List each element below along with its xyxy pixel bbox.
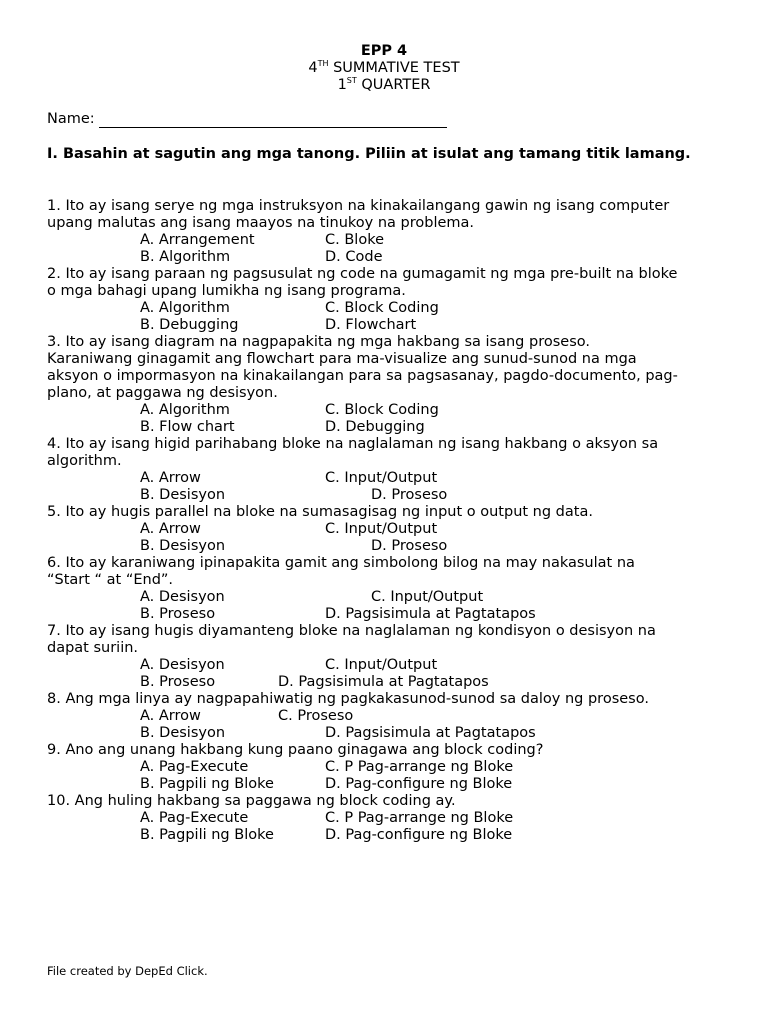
subject-title: EPP 4 [360, 43, 408, 59]
choice-row [47, 402, 732, 419]
choice-option: D. Proseso [371, 538, 448, 554]
choice-row [47, 487, 732, 504]
question-item [47, 436, 732, 504]
choice-option: A. Arrow [140, 521, 201, 537]
question-item [47, 504, 732, 555]
choice-option: C. Input/Output [325, 470, 438, 486]
choice-option: A. Algorithm [140, 402, 230, 418]
question-item [47, 198, 732, 266]
choice-option: C. Input/Output [325, 521, 438, 537]
choice-row [47, 232, 732, 249]
choice-row [47, 589, 732, 606]
footer-note: File created by DepEd Click. [47, 964, 208, 978]
test-number: 4 [308, 60, 318, 76]
choice-row [47, 521, 732, 538]
choice-option: B. Proseso [140, 674, 216, 690]
quarter-label: QUARTER [356, 77, 431, 93]
choice-option: B. Pagpili ng Bloke [140, 776, 274, 792]
question-item [47, 742, 732, 793]
choice-option: D. Pagsisimula at Pagtatapos [325, 606, 536, 622]
choice-row [47, 538, 732, 555]
choice-row [47, 759, 732, 776]
choice-row [47, 249, 732, 266]
choice-option: C. Proseso [278, 708, 354, 724]
choice-option: A. Pag-Execute [140, 810, 249, 826]
question-text: 1. Ito ay isang serye ng mga instruksyon na kinakailangang gawin ng isang computer upang malutas ang isang maayos na tinukoy na problema. [47, 198, 670, 231]
choice-option: B. Pagpili ng Bloke [140, 827, 274, 843]
choice-option: B. Desisyon [140, 725, 226, 741]
quarter-number: 1 [337, 77, 347, 93]
choice-option: A. Arrangement [140, 232, 255, 248]
choice-row [47, 317, 732, 334]
quarter-title [0, 77, 768, 94]
quarter-number-suffix: ST [346, 76, 357, 85]
choice-row [47, 300, 732, 317]
choice-row [47, 708, 732, 725]
choice-option: D. Pag-configure ng Bloke [325, 827, 513, 843]
name-label: Name: [47, 111, 95, 127]
choice-option: C. Input/Output [325, 657, 438, 673]
question-item [47, 623, 732, 691]
choice-option: A. Arrow [140, 708, 201, 724]
question-text: 6. Ito ay karaniwang ipinapakita gamit ang simbolong bilog na may nakasulat na “Start “ at “End”. [47, 555, 635, 588]
question-text: 3. Ito ay isang diagram na nagpapakita ng mga hakbang sa isang proseso. Karaniwang ginagamit ang flowchart para ma-visualize ang sunud-sunod na mga aksyon o impormasyon na kinakailangan para sa pagsasanay, pagdo-documento, pag- plano, at paggawa ng desisyon. [47, 334, 678, 401]
question-text: 8. Ang mga linya ay nagpapahiwatig ng pagkakasunod-sunod sa daloy ng proseso. [47, 691, 649, 707]
choice-option: A. Desisyon [140, 657, 225, 673]
choice-option: D. Code [325, 249, 383, 265]
test-label: SUMMATIVE TEST [328, 60, 460, 76]
choice-row [47, 657, 732, 674]
choice-option: D. Debugging [325, 419, 425, 435]
name-blank-line [99, 112, 447, 128]
choice-row [47, 776, 732, 793]
choice-row [47, 606, 732, 623]
choice-option: B. Proseso [140, 606, 216, 622]
test-header [0, 43, 768, 94]
choice-option: B. Algorithm [140, 249, 231, 265]
choice-option: C. Bloke [325, 232, 384, 248]
choice-option: D. Flowchart [325, 317, 417, 333]
question-item [47, 266, 732, 334]
choice-option: B. Desisyon [140, 487, 226, 503]
choice-option: B. Debugging [140, 317, 239, 333]
question-item [47, 334, 732, 436]
choice-option: A. Arrow [140, 470, 201, 486]
choice-option: B. Flow chart [140, 419, 235, 435]
choice-option: A. Algorithm [140, 300, 230, 316]
question-text: 2. Ito ay isang paraan ng pagsusulat ng code na gumagamit ng mga pre-built na bloke o mga bahagi upang lumikha ng isang programa. [47, 266, 678, 299]
choice-row [47, 810, 732, 827]
choice-row [47, 827, 732, 844]
question-item [47, 793, 732, 844]
choice-option: C. P Pag-arrange ng Bloke [325, 759, 514, 775]
choice-row [47, 674, 732, 691]
choice-row [47, 419, 732, 436]
name-field-row [47, 111, 447, 128]
instructions: I. Basahin at sagutin ang mga tanong. Piliin at isulat ang tamang titik lamang. [47, 146, 691, 162]
question-text: 7. Ito ay isang hugis diyamanteng bloke na naglalaman ng kondisyon o desisyon na dapat suriin. [47, 623, 656, 656]
choice-option: A. Pag-Execute [140, 759, 249, 775]
choice-option: D. Pagsisimula at Pagtatapos [325, 725, 536, 741]
choice-option: C. Block Coding [325, 300, 439, 316]
choice-row [47, 725, 732, 742]
choice-option: D. Pagsisimula at Pagtatapos [278, 674, 489, 690]
choice-option: D. Proseso [371, 487, 448, 503]
choice-option: A. Desisyon [140, 589, 225, 605]
question-text: 4. Ito ay isang higid parihabang bloke na naglalaman ng isang hakbang o aksyon sa algorithm. [47, 436, 659, 469]
question-item [47, 691, 732, 742]
question-text: 10. Ang huling hakbang sa paggawa ng block coding ay. [47, 793, 456, 809]
question-text: 9. Ano ang unang hakbang kung paano ginagawa ang block coding? [47, 742, 544, 758]
question-text: 5. Ito ay hugis parallel na bloke na sumasagisag ng input o output ng data. [47, 504, 593, 520]
choice-row [47, 470, 732, 487]
choice-option: D. Pag-configure ng Bloke [325, 776, 513, 792]
test-number-suffix: TH [317, 59, 329, 68]
choice-option: C. P Pag-arrange ng Bloke [325, 810, 514, 826]
question-list [47, 198, 732, 844]
choice-option: B. Desisyon [140, 538, 226, 554]
choice-option: C. Input/Output [371, 589, 484, 605]
question-item [47, 555, 732, 623]
test-title [0, 60, 768, 77]
choice-option: C. Block Coding [325, 402, 439, 418]
